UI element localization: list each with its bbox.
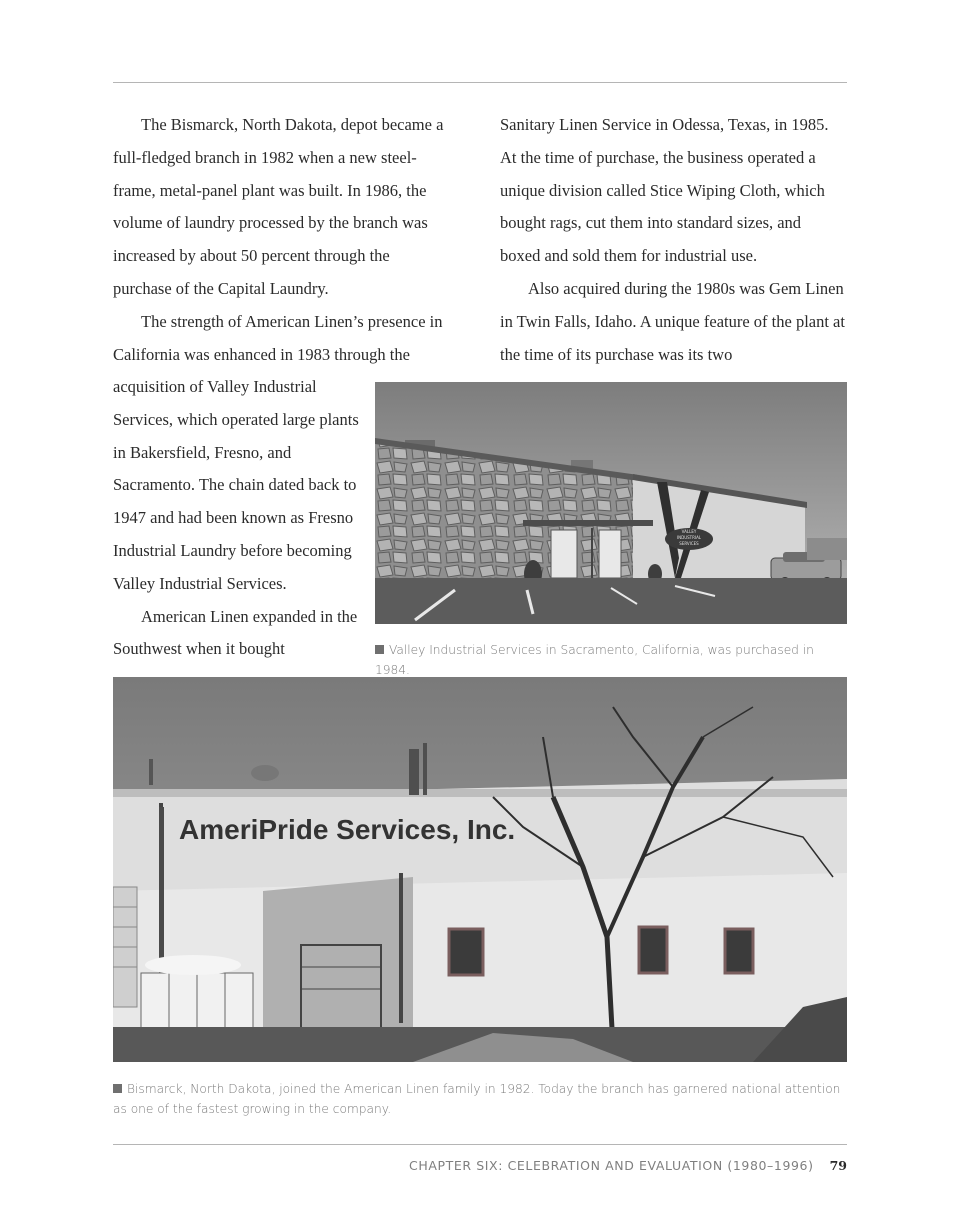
- valley-photo-caption: [375, 640, 847, 680]
- sign-line-1: VALLEY: [681, 529, 697, 534]
- valley-caption-text: Valley Industrial Services in Sacramento, California, was purchased in 1984.: [375, 643, 814, 677]
- bismarck-photo-caption: [113, 1079, 847, 1119]
- right-column: [500, 109, 845, 371]
- ameripride-sign: AmeriPride Services, Inc.: [179, 814, 516, 845]
- right-paragraph-2: Also acquired during the 1980s was Gem Linen in Twin Falls, Idaho. A unique feature of the plant at the time of its purchase was its two: [500, 278, 845, 364]
- page-footer: [409, 1158, 847, 1173]
- bismarck-photo: [113, 677, 847, 1062]
- right-paragraph-1: Sanitary Linen Service in Odessa, Texas, in 1985. At the time of purchase, the business operated a unique division called Stice Wiping Cloth, which bought rags, cut them into standard sizes, and boxed and sold them for industrial use.: [500, 115, 829, 266]
- top-rule: [113, 82, 847, 83]
- left-paragraph-3: American Linen expanded in the Southwest when it bought: [113, 606, 358, 659]
- bottom-rule: [113, 1144, 847, 1145]
- left-paragraph-1: The Bismarck, North Dakota, depot became a full-fledged branch in 1982 when a new steel-frame, metal-panel plant was built. In 1986, the volume of laundry processed by the branch was increased by about 50 percent through the purchase of the Capital Laundry.: [113, 115, 444, 298]
- bismarck-caption-text: Bismarck, North Dakota, joined the American Linen family in 1982. Today the branch has garnered national attention as one of the fastest growing in the company.: [113, 1082, 841, 1116]
- left-paragraph-2-top: The strength of American Linen’s presence in California was enhanced in 1983 through the: [113, 311, 443, 364]
- caption-marker-icon: [113, 1084, 122, 1093]
- left-paragraph-2-wrap: acquisition of Valley Industrial Services, which operated large plants in Bakersfield, Fresno, and Sacramento. The chain dated back to 1947 and had been known as Fresno Industrial Laundry before becoming Valley Industrial Services.: [113, 377, 359, 593]
- page-number: 79: [829, 1158, 847, 1173]
- left-column-wrap: [113, 371, 359, 666]
- valley-industrial-photo: [375, 382, 847, 624]
- sign-line-3: SERVICES: [679, 541, 699, 546]
- left-column-top: [113, 109, 449, 371]
- chapter-title: CHAPTER SIX: CELEBRATION AND EVALUATION (1980–1996): [409, 1158, 814, 1173]
- caption-marker-icon: [375, 645, 384, 654]
- sign-line-2: INDUSTRIAL: [676, 535, 702, 540]
